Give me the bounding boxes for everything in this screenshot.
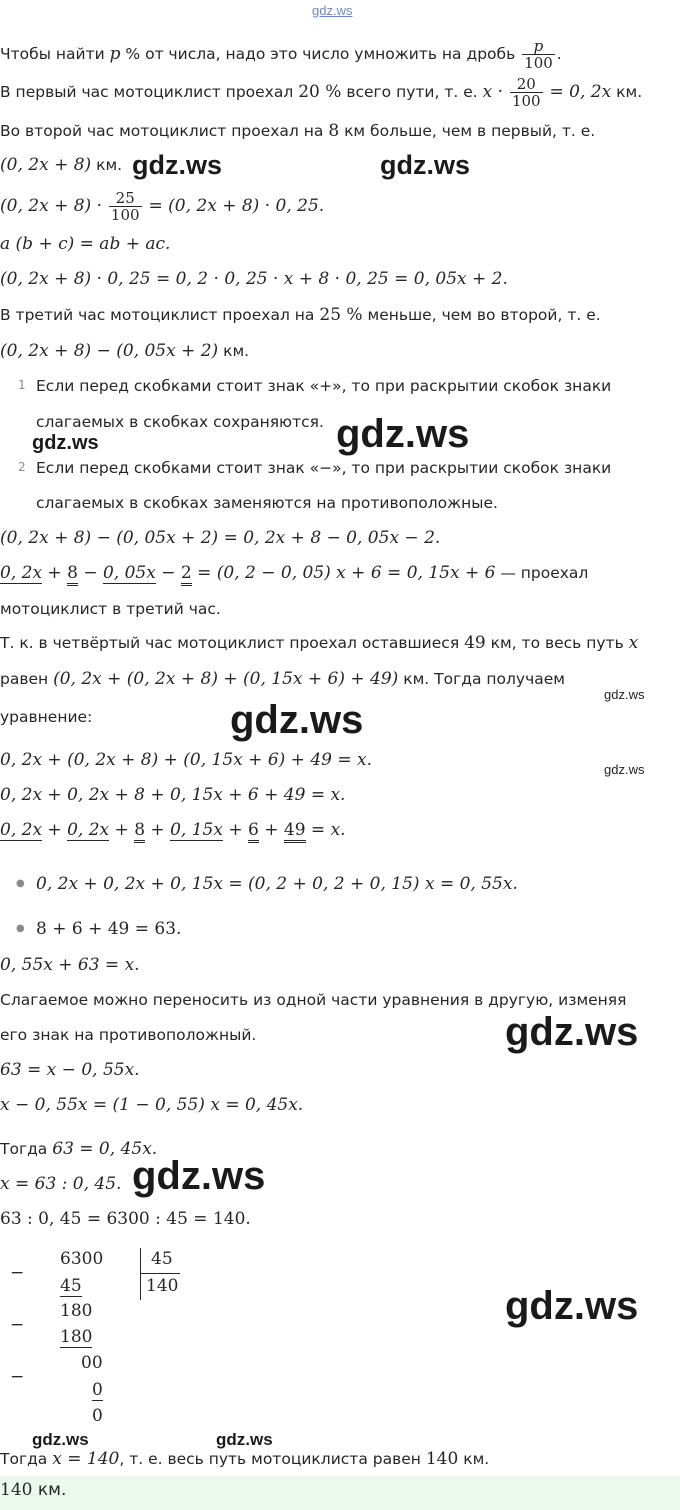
math-line-25-percent xyxy=(0,190,324,223)
math: 8 xyxy=(328,121,340,141)
math-line-distributive: a (b + c) = ab + ac. xyxy=(0,234,171,254)
text: В третий час мотоциклист проехал на xyxy=(0,306,320,324)
rule-number-2: 2 xyxy=(18,460,26,474)
math: = x. xyxy=(305,820,346,840)
watermark: gdz.ws xyxy=(216,1430,273,1449)
watermark: gdz.ws xyxy=(32,1430,89,1449)
text: км. xyxy=(218,342,250,360)
text: км. xyxy=(91,156,123,174)
text-line-equation-label: уравнение: xyxy=(0,708,93,726)
watermark: gdz.ws xyxy=(336,412,470,456)
rule-1-line-b: слагаемых в скобках сохраняются. xyxy=(36,413,324,431)
math: 20 % xyxy=(298,82,342,102)
text: меньше, чем во второй, т. е. xyxy=(362,306,601,324)
fraction-20-100 xyxy=(510,76,543,109)
math: = (0, 2x + 8) · 0, 25. xyxy=(148,196,325,216)
math-line-simplified: 0, 55x + 63 = x. xyxy=(0,955,140,975)
watermark: gdz.ws xyxy=(132,150,223,180)
division-bracket-vertical xyxy=(140,1248,141,1300)
math: x = 140 xyxy=(52,1449,120,1469)
division-minus-sign: − xyxy=(10,1315,25,1335)
text: , т. е. весь путь мотоциклиста равен xyxy=(119,1450,426,1468)
underlined-number: 45 xyxy=(60,1276,82,1296)
underlined-term: 0, 2x xyxy=(0,820,43,840)
text: равен xyxy=(0,670,54,688)
double-underlined-term: 8 xyxy=(67,563,78,586)
denominator: 100 xyxy=(524,54,553,72)
math-line-bullet-constants: 8 + 6 + 49 = 63. xyxy=(36,919,182,939)
math: = (0, 2 − 0, 05) x + 6 = 0, 15x + 6 xyxy=(191,563,496,583)
text-line-percent-rule xyxy=(0,38,562,71)
text: В первый час мотоциклист проехал xyxy=(0,83,299,101)
underlined-term: 0, 05x xyxy=(102,563,156,583)
watermark: gdz.ws xyxy=(505,1010,639,1054)
text: Т. к. в четвёртый час мотоциклист проехал оставшиеся xyxy=(0,634,465,652)
math-line-bullet-x-terms: 0, 2x + 0, 2x + 0, 15x = (0, 2 + 0, 2 + 0, 15) x = 0, 55x. xyxy=(36,874,518,894)
text-line-third-hour xyxy=(0,304,601,326)
math-line-third-hour-result xyxy=(0,562,588,584)
math: (0, 2x + (0, 2x + 8) + (0, 15x + 6) + 49) xyxy=(53,669,399,689)
text: Тогда xyxy=(0,1140,53,1158)
denominator: 100 xyxy=(110,206,140,224)
rule-2-line-a: Если перед скобками стоит знак «−», то при раскрытии скобок знаки xyxy=(36,459,612,477)
math: 25 % xyxy=(319,305,363,325)
text: % от числа, надо это число умножить на дробь xyxy=(120,45,516,63)
numerator: 20 xyxy=(516,75,536,93)
division-subtrahend-2 xyxy=(60,1326,92,1348)
text-line-transfer-rule: Слагаемое можно переносить из одной части уравнения в другую, изменяя xyxy=(0,991,627,1009)
numerator: 25 xyxy=(115,189,135,207)
underlined-number: 180 xyxy=(60,1327,93,1347)
underlined-term: 0, 2x xyxy=(0,563,43,583)
math: + xyxy=(258,820,284,840)
text-line-conclusion xyxy=(0,1448,489,1470)
division-dividend: 6300 xyxy=(60,1249,104,1269)
watermark: gdz.ws xyxy=(230,698,364,742)
division-minus-sign: − xyxy=(10,1263,25,1283)
division-bracket-horizontal xyxy=(140,1273,180,1274)
numerator: p xyxy=(533,37,544,55)
division-subtrahend-1 xyxy=(60,1275,82,1297)
math-line-expand: (0, 2x + 8) − (0, 05x + 2) = 0, 2x + 8 − 0, 05x − 2. xyxy=(0,528,441,548)
math: + xyxy=(42,563,68,583)
division-remainder-3: 0 xyxy=(92,1406,103,1426)
division-minus-sign: − xyxy=(10,1367,25,1387)
text: Во второй час мотоциклист проехал на xyxy=(0,122,329,140)
math: (0, 2x + 8) · xyxy=(0,196,102,216)
math: + xyxy=(42,820,68,840)
math: p xyxy=(109,44,121,64)
math: 140 xyxy=(425,1449,459,1469)
math-line-equation-grouped xyxy=(0,819,346,841)
double-underlined-term: 49 xyxy=(284,820,306,843)
underlined-number: 0 xyxy=(92,1380,103,1400)
math-line-factor: x − 0, 55x = (1 − 0, 55) x = 0, 45x. xyxy=(0,1095,304,1115)
double-underlined-term: 8 xyxy=(134,820,145,843)
math-line-equation-expanded: 0, 2x + 0, 2x + 8 + 0, 15x + 6 + 49 = x. xyxy=(0,785,346,805)
underlined-term: 0, 2x xyxy=(67,820,110,840)
watermark: gdz.ws xyxy=(380,150,471,180)
text-line-total-path xyxy=(0,668,565,690)
math: − xyxy=(155,563,181,583)
answer-value: 140 xyxy=(0,1480,33,1500)
math: − xyxy=(77,563,103,583)
text: км. xyxy=(458,1450,490,1468)
math-line-third-hour xyxy=(0,340,249,362)
text: км. xyxy=(611,83,643,101)
math: = 0, 2x xyxy=(549,82,612,102)
underlined-term: 0, 15x xyxy=(170,820,223,840)
math-line-transferred: 63 = x − 0, 55x. xyxy=(0,1060,140,1080)
math: 63 = 0, 45x. xyxy=(52,1139,158,1159)
text: Чтобы найти xyxy=(0,45,110,63)
fraction-25-100 xyxy=(109,190,142,223)
division-remainder-1: 180 xyxy=(60,1301,93,1321)
text: всего пути, т. е. xyxy=(341,83,483,101)
division-remainder-2: 00 xyxy=(81,1353,103,1373)
division-divisor: 45 xyxy=(151,1249,173,1269)
double-underlined-term: 2 xyxy=(181,563,192,586)
math: (0, 2x + 8) xyxy=(0,155,92,175)
text: км, то весь путь xyxy=(485,634,629,652)
text: . xyxy=(556,45,562,63)
watermark: gdz.ws xyxy=(132,1154,266,1198)
math: (0, 2x + 8) − (0, 05x + 2) xyxy=(0,341,219,361)
math: x · xyxy=(482,82,504,102)
watermark: gdz.ws xyxy=(604,762,645,777)
bullet-dot: ● xyxy=(16,923,25,934)
watermark: gdz.ws xyxy=(604,687,645,702)
watermark: gdz.ws xyxy=(32,432,99,454)
text-line-transfer-rule-end: его знак на противоположный. xyxy=(0,1026,257,1044)
denominator: 100 xyxy=(511,92,541,110)
bullet-dot: ● xyxy=(16,878,25,889)
division-quotient: 140 xyxy=(146,1276,179,1296)
fraction-p-100 xyxy=(522,38,555,71)
text: — проехал xyxy=(495,564,589,582)
double-underlined-term: 6 xyxy=(248,820,259,843)
text-line-fourth-hour xyxy=(0,632,638,654)
math: + xyxy=(109,820,135,840)
text-line-second-hour xyxy=(0,120,595,142)
text: км. Тогда получаем xyxy=(398,670,565,688)
rule-number-1: 1 xyxy=(18,378,26,392)
math-line-equation: 0, 2x + (0, 2x + 8) + (0, 15x + 6) + 49 = x. xyxy=(0,750,372,770)
text-line-first-hour xyxy=(0,76,642,109)
math-line-product: (0, 2x + 8) · 0, 25 = 0, 2 · 0, 25 · x + 8 · 0, 25 = 0, 05x + 2. xyxy=(0,269,508,289)
division-subtrahend-3 xyxy=(92,1379,103,1401)
math: 49 xyxy=(464,633,486,653)
math-line-x-division: x = 63 : 0, 45. xyxy=(0,1174,122,1194)
answer-unit: км. xyxy=(32,1480,67,1500)
watermark-top: gdz.ws xyxy=(312,3,353,18)
math: + xyxy=(222,820,248,840)
text: км больше, чем в первый, т. е. xyxy=(339,122,596,140)
math-line-second-hour xyxy=(0,154,122,176)
text-line-third-hour-end: мотоциклист в третий час. xyxy=(0,600,221,618)
math: + xyxy=(145,820,171,840)
math: x xyxy=(628,633,639,653)
rule-2-line-b: слагаемых в скобках заменяются на противоположные. xyxy=(36,494,498,512)
text: Тогда xyxy=(0,1450,53,1468)
rule-1-line-a: Если перед скобками стоит знак «+», то при раскрытии скобок знаки xyxy=(36,377,612,395)
answer-box xyxy=(0,1476,680,1510)
watermark: gdz.ws xyxy=(505,1284,639,1328)
math-line-division-result: 63 : 0, 45 = 6300 : 45 = 140. xyxy=(0,1209,251,1229)
